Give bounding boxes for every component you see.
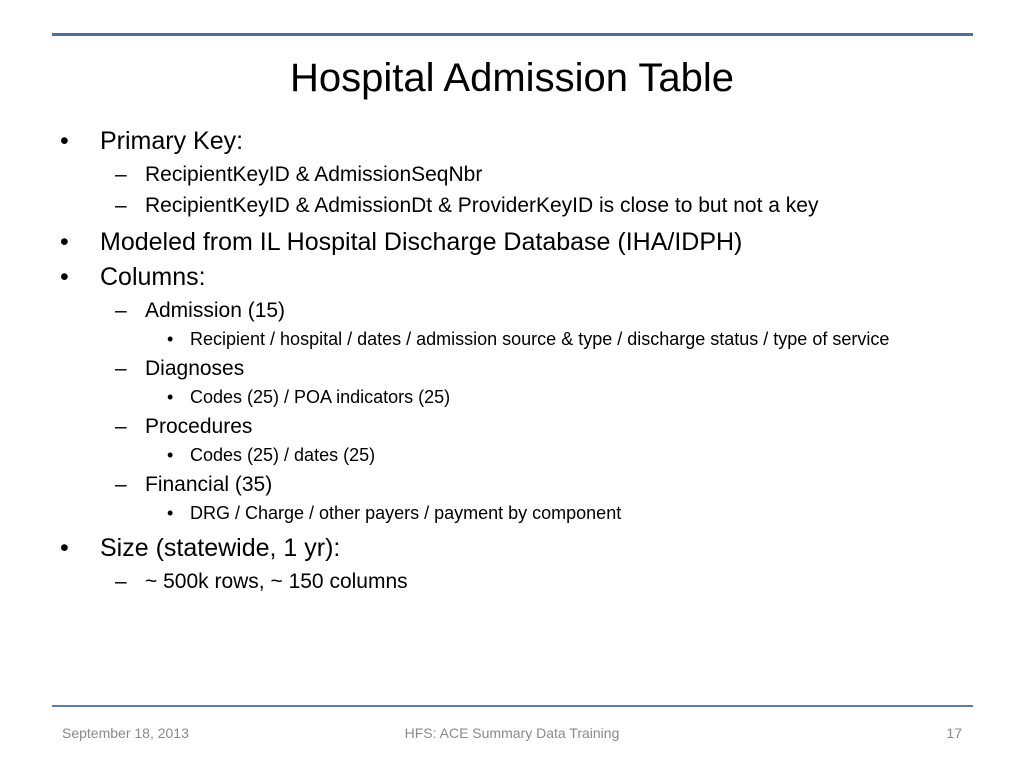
bullet-icon: • [60, 228, 69, 256]
bullet-icon: • [167, 503, 174, 523]
slide-body [60, 118, 970, 595]
bullet-size [60, 532, 970, 564]
subbullet-text: Procedures [145, 415, 253, 438]
top-rule [52, 33, 973, 36]
subsubbullet [60, 444, 970, 467]
bullet-icon: • [167, 387, 174, 407]
dash-icon: – [115, 357, 127, 380]
subbullet [60, 569, 970, 595]
subbullet-admission [60, 298, 970, 324]
dash-icon: – [115, 163, 127, 186]
subbullet-text: Diagnoses [145, 357, 245, 380]
slide-title: Hospital Admission Table [290, 56, 734, 100]
dash-icon: – [115, 473, 127, 496]
bullet-icon: • [167, 329, 174, 349]
bullet-icon: • [60, 263, 69, 291]
subsubbullet-text: Recipient / hospital / dates / admission source & type / discharge status / type of service [190, 329, 890, 349]
subbullet-text: RecipientKeyID & AdmissionSeqNbr [145, 163, 483, 186]
page-number: 17 [946, 725, 962, 741]
subbullet-text: Financial (35) [145, 473, 273, 496]
subsubbullet [60, 502, 970, 525]
subbullet-text: Admission (15) [145, 299, 286, 322]
bottom-rule [52, 705, 973, 707]
bullet-text: Primary Key: [100, 127, 244, 155]
subsubbullet-text: DRG / Charge / other payers / payment by component [190, 503, 622, 523]
dash-icon: – [115, 299, 127, 322]
bullet-text: Columns: [100, 263, 206, 291]
bullet-modeled-from [60, 226, 970, 258]
bullet-icon: • [167, 445, 174, 465]
subsubbullet-text: Codes (25) / dates (25) [190, 445, 376, 465]
subsubbullet-text: Codes (25) / POA indicators (25) [190, 387, 451, 407]
dash-icon: – [115, 194, 127, 217]
bullet-icon: • [60, 534, 69, 562]
subbullet-text: RecipientKeyID & AdmissionDt & ProviderKeyID is close to but not a key [145, 194, 819, 217]
footer-date: September 18, 2013 [62, 725, 189, 741]
dash-icon: – [115, 570, 127, 593]
dash-icon: – [115, 415, 127, 438]
subsubbullet [60, 328, 970, 351]
subbullet-diagnoses [60, 356, 970, 382]
subbullet-text: ~ 500k rows, ~ 150 columns [145, 570, 408, 593]
bullet-icon: • [60, 127, 69, 155]
footer-title: HFS: ACE Summary Data Training [404, 725, 620, 741]
subbullet-procedures [60, 414, 970, 440]
bullet-primary-key [60, 125, 970, 157]
bullet-columns [60, 261, 970, 293]
bullet-text: Modeled from IL Hospital Discharge Database (IHA/IDPH) [100, 228, 743, 256]
subbullet-financial [60, 472, 970, 498]
subbullet [60, 193, 970, 219]
bullet-text: Size (statewide, 1 yr): [100, 534, 341, 562]
subsubbullet [60, 386, 970, 409]
subbullet [60, 162, 970, 188]
